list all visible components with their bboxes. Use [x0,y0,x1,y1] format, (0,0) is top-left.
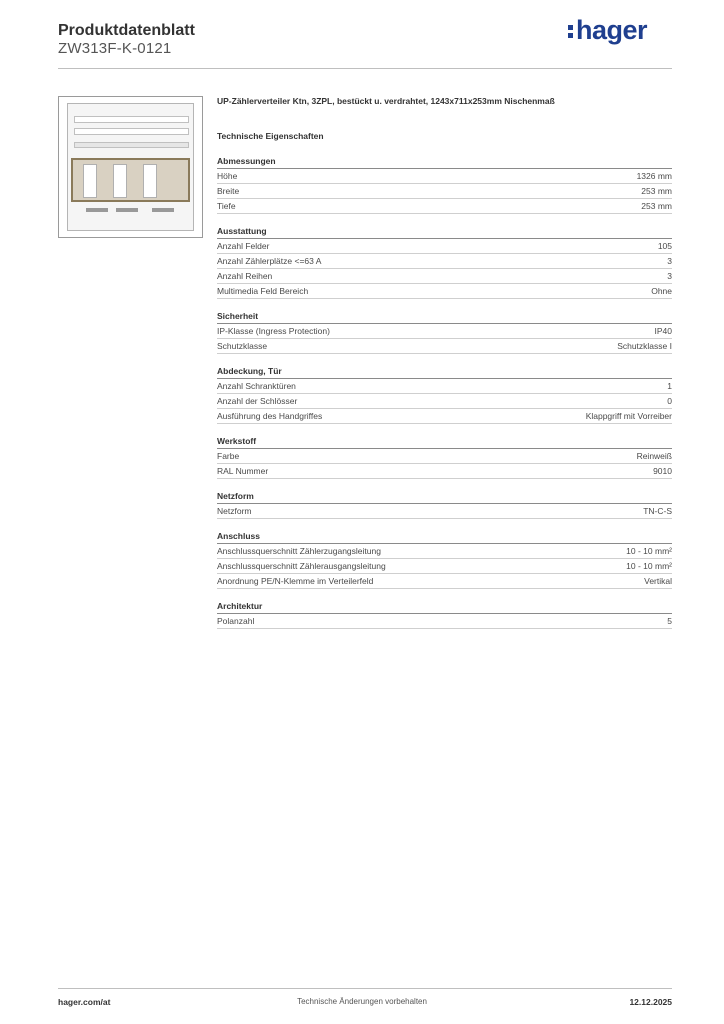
property-row [217,254,672,269]
property-label: Höhe [217,171,238,181]
property-row [217,409,672,424]
property-value: 3 [667,271,672,281]
property-row [217,184,672,199]
property-row [217,284,672,299]
property-label: Anzahl Zählerplätze <=63 A [217,256,322,266]
property-row [217,574,672,589]
terminal-block [116,208,138,212]
property-row [217,339,672,354]
property-value: 253 mm [641,201,672,211]
property-value: 10 - 10 mm² [626,561,672,571]
product-image [58,96,203,238]
property-value: TN-C-S [643,506,672,516]
meter-field [71,158,190,202]
section [217,601,672,629]
property-value: 3 [667,256,672,266]
property-label: Breite [217,186,240,196]
property-label: Netzform [217,506,252,516]
technical-properties-heading: Technische Eigenschaften [217,131,324,141]
footer-date: 12.12.2025 [629,997,672,1007]
property-label: Anordnung PE/N-Klemme im Verteilerfeld [217,576,374,586]
section-title: Werkstoff [217,436,672,449]
footer-website-link[interactable]: hager.com/at [58,997,111,1007]
property-row [217,379,672,394]
terminal-block [86,208,108,212]
footer-divider [58,988,672,989]
property-label: Anschlussquerschnitt Zählerzugangsleitung [217,546,381,556]
din-rail [74,116,189,123]
property-value: Schutzklasse I [617,341,672,351]
terminal-block [152,208,174,212]
meter-slot [113,164,127,198]
property-row [217,559,672,574]
meter-slot [83,164,97,198]
page-title: Produktdatenblatt [58,22,195,39]
article-number: ZW313F-K-0121 [58,40,172,57]
section [217,531,672,589]
property-value: 1 [667,381,672,391]
section-title: Netzform [217,491,672,504]
property-value: 9010 [653,466,672,476]
property-value: 1326 mm [636,171,672,181]
din-rail [74,142,189,148]
meter-slot [143,164,157,198]
product-description: UP-Zählerverteiler Ktn, 3ZPL, bestückt u. verdrahtet, 1243x711x253mm Nischenmaß [217,96,555,106]
section-title: Ausstattung [217,226,672,239]
property-value: Vertikal [644,576,672,586]
property-row [217,614,672,629]
cabinet-drawing [67,103,194,231]
property-label: Anzahl der Schlösser [217,396,298,406]
property-row [217,199,672,214]
property-label: Schutzklasse [217,341,268,351]
property-value: 0 [667,396,672,406]
property-value: Klappgriff mit Vorreiber [585,411,672,421]
technical-properties [217,156,672,641]
din-rail [74,128,189,135]
property-row [217,464,672,479]
property-row [217,394,672,409]
property-label: Anzahl Schranktüren [217,381,296,391]
logo-text: hager [576,15,648,45]
section [217,311,672,354]
section [217,226,672,299]
section-title: Architektur [217,601,672,614]
property-label: Anschlussquerschnitt Zählerausgangsleitung [217,561,386,571]
property-value: Ohne [651,286,672,296]
property-value: 5 [667,616,672,626]
property-value: 10 - 10 mm² [626,546,672,556]
property-label: IP-Klasse (Ingress Protection) [217,326,330,336]
property-row [217,169,672,184]
section-title: Anschluss [217,531,672,544]
property-label: Polanzahl [217,616,255,626]
hager-logo [568,15,647,46]
section [217,156,672,214]
property-value: IP40 [654,326,672,336]
property-label: Multimedia Feld Bereich [217,286,309,296]
section-title: Sicherheit [217,311,672,324]
property-value: 253 mm [641,186,672,196]
property-row [217,324,672,339]
section-title: Abmessungen [217,156,672,169]
section [217,366,672,424]
section-title: Abdeckung, Tür [217,366,672,379]
property-label: Anzahl Felder [217,241,270,251]
property-label: Tiefe [217,201,236,211]
property-row [217,449,672,464]
property-row [217,504,672,519]
section [217,436,672,479]
property-label: Anzahl Reihen [217,271,273,281]
footer-notice: Technische Änderungen vorbehalten [297,997,427,1006]
property-label: Farbe [217,451,240,461]
property-row [217,239,672,254]
property-row [217,544,672,559]
header-divider [58,68,672,69]
property-value: Reinweiß [636,451,672,461]
property-value: 105 [657,241,672,251]
property-label: RAL Nummer [217,466,269,476]
property-row [217,269,672,284]
logo-dots-icon [568,19,574,41]
section [217,491,672,519]
property-label: Ausführung des Handgriffes [217,411,323,421]
